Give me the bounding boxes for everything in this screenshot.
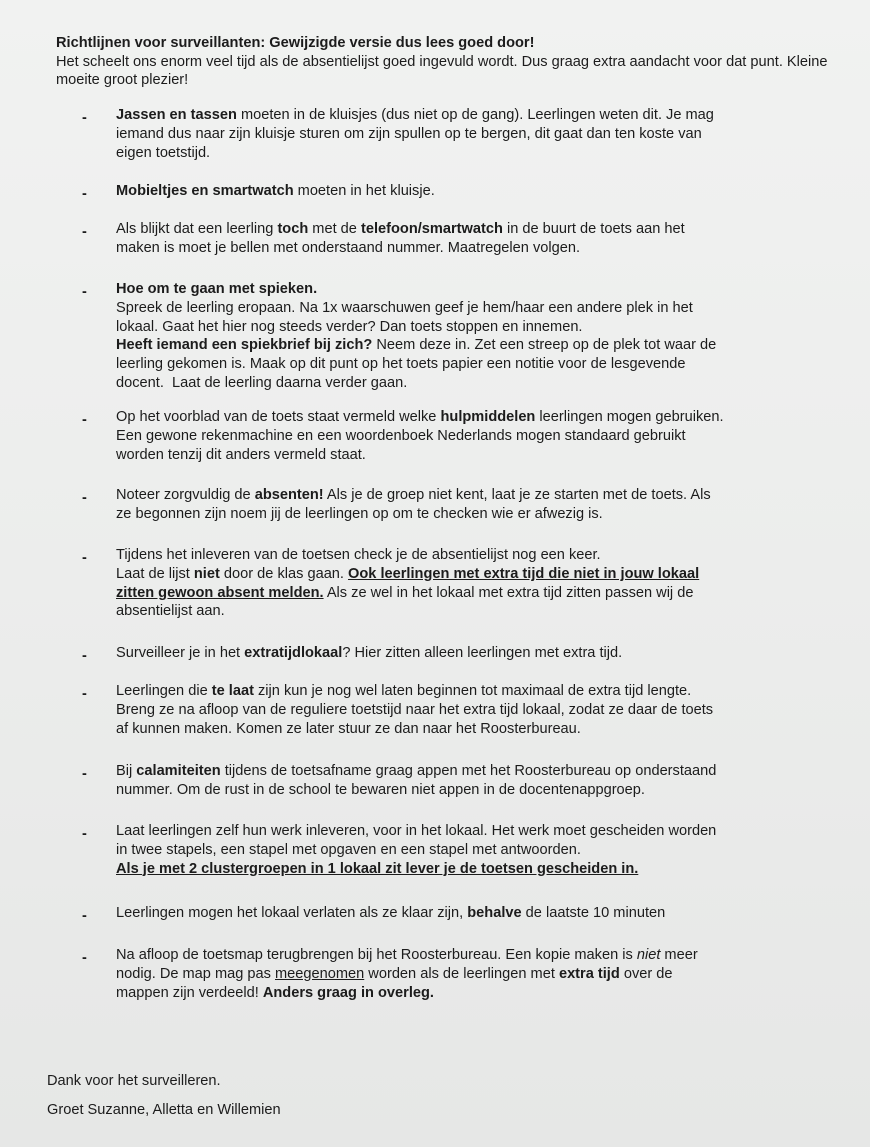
text-segment: tijdens de toetsafname graag appen met het Roosterbureau op onderstaand <box>220 763 717 779</box>
text-segment: niet <box>193 565 220 582</box>
guideline-line <box>116 602 864 621</box>
text-segment: moeten in het kluisje. <box>293 183 435 199</box>
text-segment: Anders graag in overleg. <box>262 984 434 1001</box>
text-segment: eigen toetstijd. <box>116 144 211 161</box>
text-segment: nummer. Om de rust in de school te bewaren niet appen in de docentenappgroep. <box>116 781 645 798</box>
text-segment: Laat de lijst <box>116 565 194 582</box>
guideline-line <box>116 860 864 879</box>
guideline-line <box>116 280 864 299</box>
guideline-item <box>82 106 864 162</box>
text-segment: af kunnen maken. Komen ze later stuur ze dan naar het Roosterbureau. <box>116 720 581 737</box>
text-segment: toch <box>277 221 309 237</box>
text-segment: Hoe om te gaan met spieken. <box>116 281 318 297</box>
guideline-item <box>82 644 864 663</box>
bullet-dash: - <box>82 826 87 842</box>
text-segment: calamiteiten <box>136 763 221 779</box>
guideline-line <box>116 984 864 1003</box>
text-segment: lokaal. Gaat het hier nog steeds verder? Dan toets stoppen en innemen. <box>116 318 583 335</box>
text-segment: Neem deze in. Zet een streep op de plek tot waar de <box>372 337 717 354</box>
guideline-line <box>116 408 864 427</box>
bullet-dash: - <box>82 686 87 702</box>
text-segment: Mobieltjes en smartwatch <box>116 183 294 199</box>
guideline-line <box>116 182 864 201</box>
bullet-dash: - <box>82 186 87 202</box>
text-segment: door de klas gaan. <box>219 565 349 582</box>
text-segment: maken is moet je bellen met onderstaand nummer. Maatregelen volgen. <box>116 239 581 256</box>
guideline-item <box>82 220 864 258</box>
closing-thanks: Dank voor het surveilleren. <box>47 1073 221 1089</box>
text-segment: nodig. De map mag pas <box>116 965 275 982</box>
text-segment: over de <box>619 965 673 982</box>
text-segment: meegenomen <box>275 965 365 982</box>
guideline-item <box>82 486 864 524</box>
guideline-line <box>116 318 864 337</box>
bullet-dash: - <box>82 490 87 506</box>
guideline-item <box>82 682 864 738</box>
guideline-line <box>116 125 864 144</box>
guideline-item <box>82 408 864 464</box>
text-segment: Als ze wel in het lokaal met extra tijd zitten passen wij de <box>323 584 694 601</box>
guideline-line <box>116 781 864 800</box>
guideline-line <box>116 965 864 984</box>
bullet-dash: - <box>82 950 87 966</box>
text-segment: leerlingen mogen gebruiken. <box>535 409 724 425</box>
text-segment: mappen zijn verdeeld! <box>116 984 263 1001</box>
text-segment: Laat leerlingen zelf hun werk inleveren, voor in het lokaal. Het werk moet gescheiden worden <box>116 823 717 839</box>
guideline-item <box>82 280 864 393</box>
text-segment: extra tijd <box>558 965 620 982</box>
guideline-line <box>116 220 864 239</box>
document-footer <box>47 1073 281 1131</box>
document-header <box>56 34 836 90</box>
text-segment: Na afloop de toetsmap terugbrengen bij het Roosterbureau. Een kopie maken is <box>116 947 637 963</box>
guideline-line <box>116 584 864 603</box>
text-segment: meer <box>660 947 698 963</box>
text-segment: met de <box>308 221 361 237</box>
text-segment: zijn kun je nog wel laten beginnen tot maximaal de extra tijd lengte. <box>253 683 692 699</box>
guideline-line <box>116 822 864 841</box>
bullet-dash: - <box>82 908 87 924</box>
text-segment: Als blijkt dat een leerling <box>116 221 278 237</box>
text-segment: extratijdlokaal <box>244 645 343 661</box>
text-segment: docent. Laat de leerling daarna verder gaan. <box>116 374 408 391</box>
text-segment: Bij <box>116 763 137 779</box>
guideline-line <box>116 762 864 781</box>
text-segment: te laat <box>211 683 254 699</box>
text-segment: Spreek de leerling eropaan. Na 1x waarschuwen geef je hem/haar een andere plek in het <box>116 299 693 316</box>
text-segment: Als je de groep niet kent, laat je ze starten met de toets. Als <box>323 487 711 503</box>
guideline-line <box>116 446 864 465</box>
guideline-line <box>116 505 864 524</box>
bullet-dash: - <box>82 224 87 240</box>
guideline-item <box>82 904 864 923</box>
guideline-line <box>116 904 864 923</box>
guideline-line <box>116 374 864 393</box>
signature: Groet Suzanne, Alletta en Willemien <box>47 1102 281 1118</box>
guideline-line <box>116 486 864 505</box>
text-segment: Heeft iemand een spiekbrief bij zich? <box>116 337 373 354</box>
text-segment: moeten in de kluisjes (dus niet op de gang). Leerlingen weten dit. Je mag <box>236 107 714 123</box>
text-segment: Als je met 2 clustergroepen in 1 lokaal zit lever je de toetsen gescheiden in. <box>116 860 639 877</box>
text-segment: Ook leerlingen met extra tijd die niet in jouw lokaal <box>348 565 700 582</box>
guideline-line <box>116 720 864 739</box>
bullet-dash: - <box>82 648 87 664</box>
guideline-line <box>116 644 864 663</box>
text-segment: Tijdens het inleveren van de toetsen check je de absentielijst nog een keer. <box>116 547 601 563</box>
guideline-item <box>82 182 864 201</box>
text-segment: hulpmiddelen <box>440 409 536 425</box>
text-segment: Leerlingen mogen het lokaal verlaten als ze klaar zijn, <box>116 905 468 921</box>
text-segment: ? Hier zitten alleen leerlingen met extra tijd. <box>342 645 623 661</box>
guideline-line <box>116 546 864 565</box>
text-segment: Een gewone rekenmachine en een woordenboek Nederlands mogen standaard gebruikt <box>116 427 686 444</box>
guideline-line <box>116 701 864 720</box>
guideline-item <box>82 762 864 800</box>
document-title: Richtlijnen voor surveillanten: Gewijzigde versie dus lees goed door! <box>56 35 535 51</box>
text-segment: absentielijst aan. <box>116 603 225 620</box>
text-segment: Breng ze na afloop van de reguliere toetstijd naar het extra tijd lokaal, zodat ze daar de toets <box>116 701 714 718</box>
text-segment: absenten! <box>254 487 324 503</box>
guideline-line <box>116 565 864 584</box>
guideline-line <box>116 336 864 355</box>
text-segment: Leerlingen die <box>116 683 212 699</box>
text-segment: ze begonnen zijn noem jij de leerlingen op om te checken wie er afwezig is. <box>116 505 603 522</box>
bullet-dash: - <box>82 412 87 428</box>
text-segment: iemand dus naar zijn kluisje sturen om zijn spullen op te bergen, dit gaat dan ten koste van <box>116 125 702 142</box>
guideline-line <box>116 299 864 318</box>
text-segment: Op het voorblad van de toets staat vermeld welke <box>116 409 441 425</box>
text-segment: zitten gewoon absent melden. <box>116 584 324 601</box>
text-segment: in de buurt de toets aan het <box>502 221 685 237</box>
guideline-line <box>116 106 864 125</box>
text-segment: Noteer zorgvuldig de <box>116 487 255 503</box>
bullet-dash: - <box>82 550 87 566</box>
text-segment: behalve <box>467 905 522 921</box>
guideline-line <box>116 427 864 446</box>
text-segment: niet <box>636 947 661 963</box>
text-segment: worden als de leerlingen met <box>364 965 559 982</box>
text-segment: worden tenzij dit anders vermeld staat. <box>116 446 366 463</box>
bullet-dash: - <box>82 284 87 300</box>
guideline-item <box>82 946 864 1002</box>
text-segment: leerling gekomen is. Maak op dit punt op het toets papier een notitie voor de lesgevende <box>116 356 686 373</box>
text-segment: de laatste 10 minuten <box>521 905 666 921</box>
guideline-line <box>116 144 864 163</box>
guideline-line <box>116 841 864 860</box>
guideline-item <box>82 822 864 878</box>
guideline-line <box>116 355 864 374</box>
bullet-dash: - <box>82 110 87 126</box>
guideline-line <box>116 682 864 701</box>
text-segment: in twee stapels, een stapel met opgaven en een stapel met antwoorden. <box>116 841 581 858</box>
text-segment: Jassen en tassen <box>116 107 237 123</box>
guideline-line <box>116 239 864 258</box>
guideline-item <box>82 546 864 621</box>
text-segment: Surveilleer je in het <box>116 645 245 661</box>
document-intro: Het scheelt ons enorm veel tijd als de absentielijst goed ingevuld wordt. Dus graag extra aandacht voor dat punt. Kleine moeite groot plezier! <box>56 53 828 88</box>
bullet-dash: - <box>82 766 87 782</box>
text-segment: telefoon/smartwatch <box>360 221 503 237</box>
guideline-line <box>116 946 864 965</box>
